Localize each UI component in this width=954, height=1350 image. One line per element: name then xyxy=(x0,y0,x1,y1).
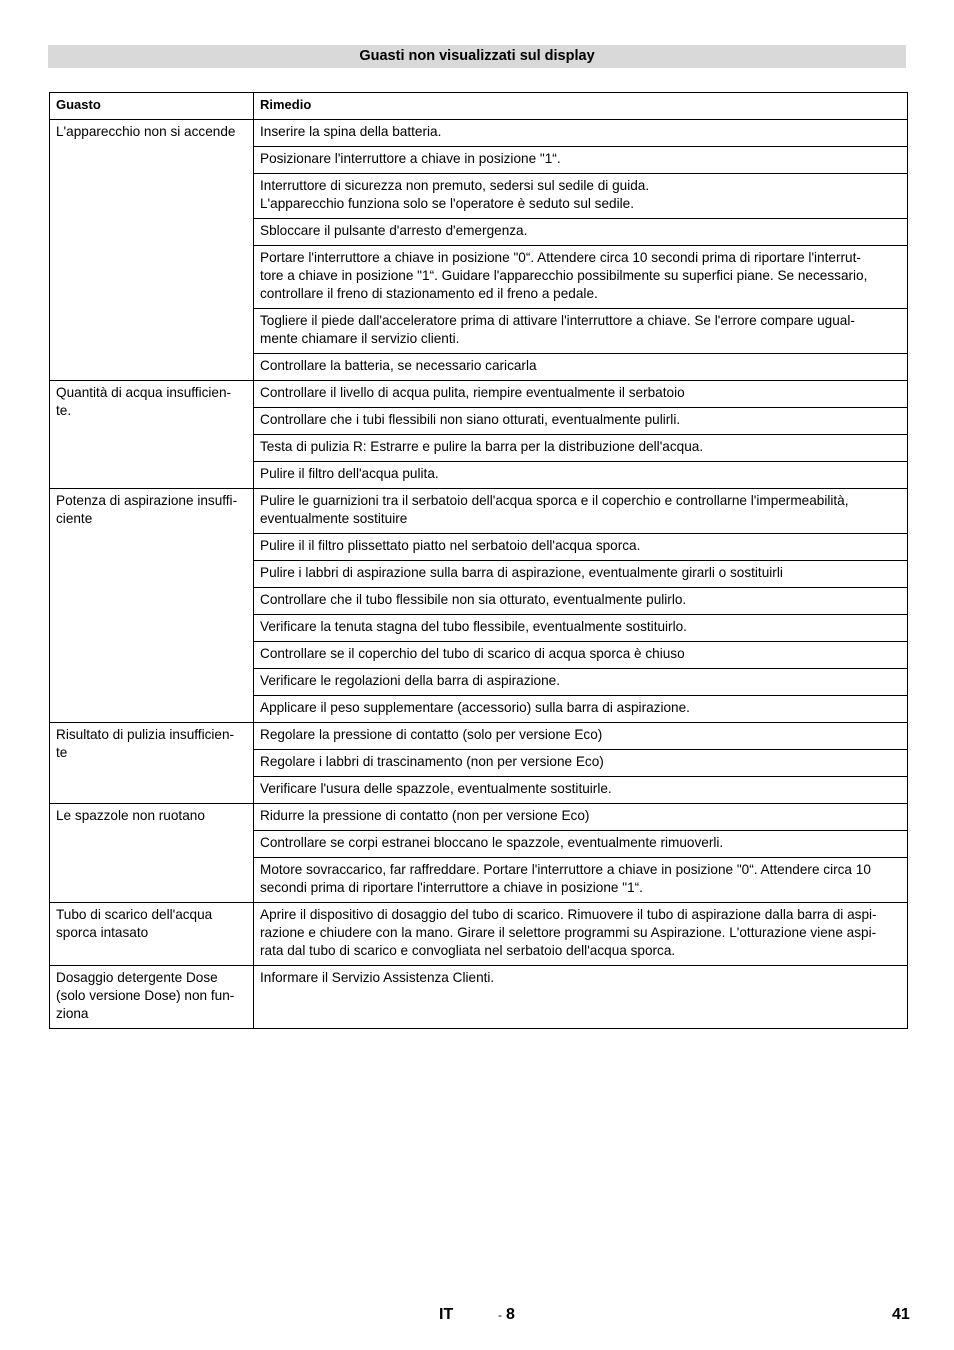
table-header-row xyxy=(50,93,908,120)
remedy-cell: Applicare il peso supplementare (accessorio) sulla barra di aspirazione. xyxy=(254,696,908,723)
fault-cell: Quantità di acqua insufficien- te. xyxy=(50,381,254,489)
remedy-cell: Verificare l'usura delle spazzole, eventualmente sostituirle. xyxy=(254,777,908,804)
remedy-cell: Pulire i labbri di aspirazione sulla barra di aspirazione, eventualmente girarli o sostituirli xyxy=(254,561,908,588)
footer-page-number: 41 xyxy=(892,1306,910,1323)
remedy-cell: Posizionare l'interruttore a chiave in posizione "1“. xyxy=(254,147,908,174)
header-remedy: Rimedio xyxy=(254,93,908,120)
remedy-cell: Pulire il filtro dell'acqua pulita. xyxy=(254,462,908,489)
header-fault: Guasto xyxy=(50,93,254,120)
fault-cell: L'apparecchio non si accende xyxy=(50,120,254,381)
footer-language: IT xyxy=(439,1306,454,1323)
table-row xyxy=(50,966,908,1029)
remedy-cell: Regolare i labbri di trascinamento (non per versione Eco) xyxy=(254,750,908,777)
fault-table xyxy=(49,92,908,1029)
remedy-cell: Verificare le regolazioni della barra di aspirazione. xyxy=(254,669,908,696)
remedy-cell: Controllare se il coperchio del tubo di scarico di acqua sporca è chiuso xyxy=(254,642,908,669)
table-row xyxy=(50,804,908,831)
remedy-cell: Verificare la tenuta stagna del tubo flessibile, eventualmente sostituirlo. xyxy=(254,615,908,642)
remedy-cell: Pulire il il filtro plissettato piatto nel serbatoio dell'acqua sporca. xyxy=(254,534,908,561)
footer-dash: - xyxy=(498,1308,502,1322)
footer-section-page-number: 8 xyxy=(506,1306,515,1323)
remedy-cell: Interruttore di sicurezza non premuto, sedersi sul sedile di guida. L'apparecchio funziona solo se l'operatore è seduto sul sedile. xyxy=(254,174,908,219)
remedy-cell: Togliere il piede dall'acceleratore prima di attivare l'interruttore a chiave. Se l'errore compare ugual- mente chiamare il servizio clienti. xyxy=(254,309,908,354)
remedy-cell: Informare il Servizio Assistenza Clienti. xyxy=(254,966,908,1029)
remedy-cell: Pulire le guarnizioni tra il serbatoio dell'acqua sporca e il coperchio e controllarne l'impermeabilità, eventualmente sostituire xyxy=(254,489,908,534)
table-row xyxy=(50,489,908,534)
remedy-cell: Portare l'interruttore a chiave in posizione "0“. Attendere circa 10 secondi prima di riportare l'interrut- tore a chiave in posizione "1“. Guidare l'apparecchio possibilmente su superfici piane. Se necessario, controllare il freno di stazionamento ed il freno a pedale. xyxy=(254,246,908,309)
fault-cell: Potenza di aspirazione insuffi- ciente xyxy=(50,489,254,723)
remedy-cell: Aprire il dispositivo di dosaggio del tubo di scarico. Rimuovere il tubo di aspirazione dalla barra di aspi- razione e chiudere con la mano. Girare il selettore programmi su Aspirazione. L'otturazione viene aspi- rata dal tubo di scarico e convogliata nel serbatoio dell'acqua sporca. xyxy=(254,903,908,966)
section-title: Guasti non visualizzati sul display xyxy=(48,45,906,68)
remedy-cell: Controllare la batteria, se necessario caricarla xyxy=(254,354,908,381)
fault-table-body xyxy=(50,120,908,1029)
remedy-cell: Controllare il livello di acqua pulita, riempire eventualmente il serbatoio xyxy=(254,381,908,408)
fault-cell: Tubo di scarico dell'acqua sporca intasato xyxy=(50,903,254,966)
remedy-cell: Controllare se corpi estranei bloccano le spazzole, eventualmente rimuoverli. xyxy=(254,831,908,858)
table-row xyxy=(50,903,908,966)
remedy-cell: Controllare che i tubi flessibili non siano otturati, eventualmente pulirli. xyxy=(254,408,908,435)
footer-section-page xyxy=(498,1306,515,1324)
remedy-cell: Inserire la spina della batteria. xyxy=(254,120,908,147)
remedy-cell: Sbloccare il pulsante d'arresto d'emergenza. xyxy=(254,219,908,246)
remedy-cell: Testa di pulizia R: Estrarre e pulire la barra per la distribuzione dell'acqua. xyxy=(254,435,908,462)
table-row xyxy=(50,723,908,750)
fault-cell: Le spazzole non ruotano xyxy=(50,804,254,903)
remedy-cell: Ridurre la pressione di contatto (non per versione Eco) xyxy=(254,804,908,831)
remedy-cell: Motore sovraccarico, far raffreddare. Portare l'interruttore a chiave in posizione "0“. Attendere circa 10 secondi prima di riportare l'interruttore a chiave in posizione "1“. xyxy=(254,858,908,903)
remedy-cell: Regolare la pressione di contatto (solo per versione Eco) xyxy=(254,723,908,750)
fault-cell: Dosaggio detergente Dose (solo versione Dose) non fun- ziona xyxy=(50,966,254,1029)
table-row xyxy=(50,120,908,147)
table-row xyxy=(50,381,908,408)
remedy-cell: Controllare che il tubo flessibile non sia otturato, eventualmente pulirlo. xyxy=(254,588,908,615)
fault-cell: Risultato di pulizia insufficien- te xyxy=(50,723,254,804)
